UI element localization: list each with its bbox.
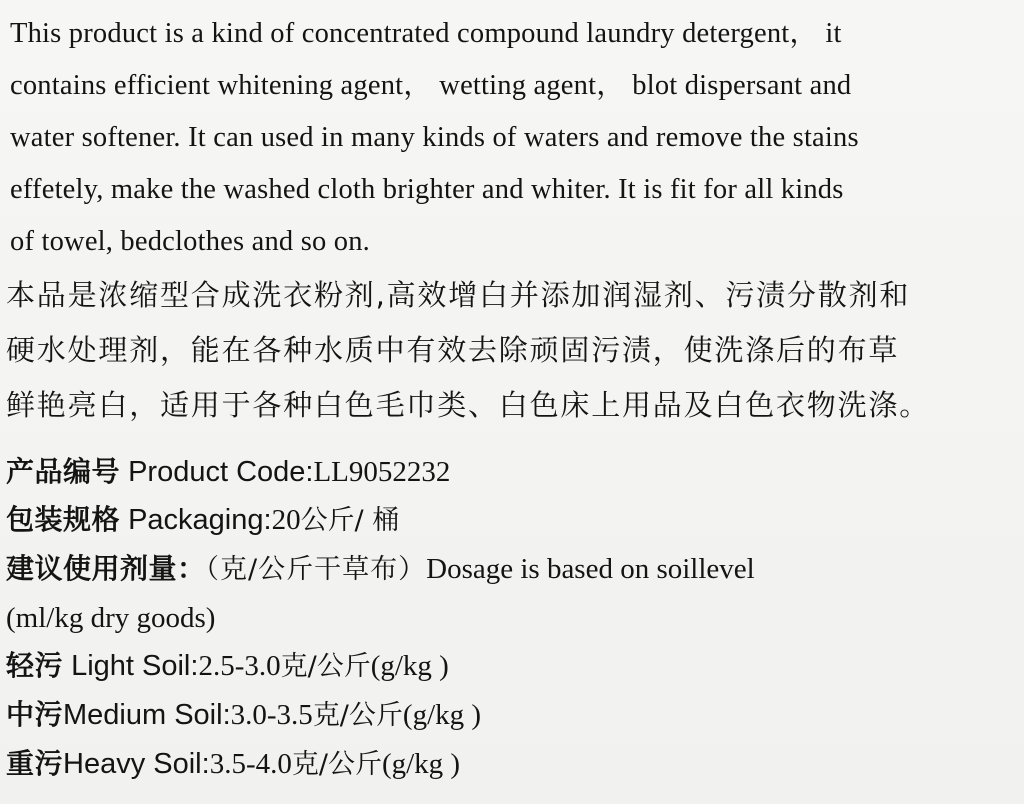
product-code-label-zh: 产品编号 — [6, 455, 121, 488]
light-soil-range: 2.5-3.0 — [198, 650, 281, 682]
light-soil-unit-zh: 克/公斤 — [280, 651, 371, 682]
heavy-soil-label-zh: 重污 — [6, 747, 64, 780]
dosage-unit-zh: （克/公斤干草布） — [205, 554, 427, 585]
medium-soil-unit-en: (g/kg ) — [402, 699, 482, 731]
medium-soil-label-en: Medium Soil: — [63, 699, 231, 731]
packaging-label-en: Packaging: — [120, 504, 272, 536]
packaging-unit: 公斤/ 桶 — [300, 505, 400, 536]
english-line-5: of towel, bedclothes and so on. — [10, 226, 371, 257]
medium-soil-range: 3.0-3.5 — [230, 699, 313, 731]
english-description — [10, 8, 1010, 268]
heavy-soil-row — [6, 740, 1016, 789]
heavy-soil-label-en: Heavy Soil: — [63, 748, 210, 780]
packaging-value: 20 — [271, 504, 301, 536]
product-specs — [6, 448, 1016, 789]
chinese-description — [6, 268, 1016, 433]
chinese-line-2: 硬水处理剂，能在各种水质中有效去除顽固污渍，使洗涤后的布草 — [6, 333, 900, 367]
dosage-unit-en: (ml/kg dry goods) — [6, 602, 216, 634]
dosage-text-en: Dosage is based on soillevel — [426, 553, 755, 585]
chinese-line-1: 本品是浓缩型合成洗衣粉剂,高效增白并添加润湿剂、污渍分散剂和 — [6, 278, 911, 312]
heavy-soil-unit-en: (g/kg ) — [381, 748, 461, 780]
english-line-2: contains efficient whitening agent， wetting agent， blot dispersant and — [10, 70, 852, 101]
dosage-row — [6, 545, 1016, 594]
packaging-label-zh: 包装规格 — [6, 503, 121, 536]
product-code-label-en: Product Code: — [120, 456, 314, 488]
product-code-row — [6, 448, 1016, 496]
light-soil-unit-en: (g/kg ) — [370, 650, 449, 682]
medium-soil-label-zh: 中污 — [6, 698, 64, 731]
english-line-1: This product is a kind of concentrated compound laundry detergent， it — [10, 18, 842, 49]
heavy-soil-unit-zh: 克/公斤 — [291, 749, 382, 780]
light-soil-label-en: Light Soil: — [63, 650, 199, 682]
heavy-soil-range: 3.5-4.0 — [209, 748, 292, 780]
english-line-3: water softener. It can used in many kinds of waters and remove the stains — [10, 122, 859, 153]
light-soil-label-zh: 轻污 — [6, 649, 64, 682]
chinese-line-3: 鲜艳亮白，适用于各种白色毛巾类、白色床上用品及白色衣物洗涤。 — [6, 388, 931, 422]
medium-soil-unit-zh: 克/公斤 — [312, 700, 403, 731]
light-soil-row — [6, 642, 1016, 691]
english-line-4: effetely, make the washed cloth brighter and whiter. It is fit for all kinds — [10, 174, 844, 205]
dosage-label-zh: 建议使用剂量： — [6, 552, 206, 585]
medium-soil-row — [6, 691, 1016, 740]
product-code-value: LL9052232 — [313, 456, 451, 488]
dosage-unit-row — [6, 594, 1016, 642]
packaging-row — [6, 496, 1016, 545]
